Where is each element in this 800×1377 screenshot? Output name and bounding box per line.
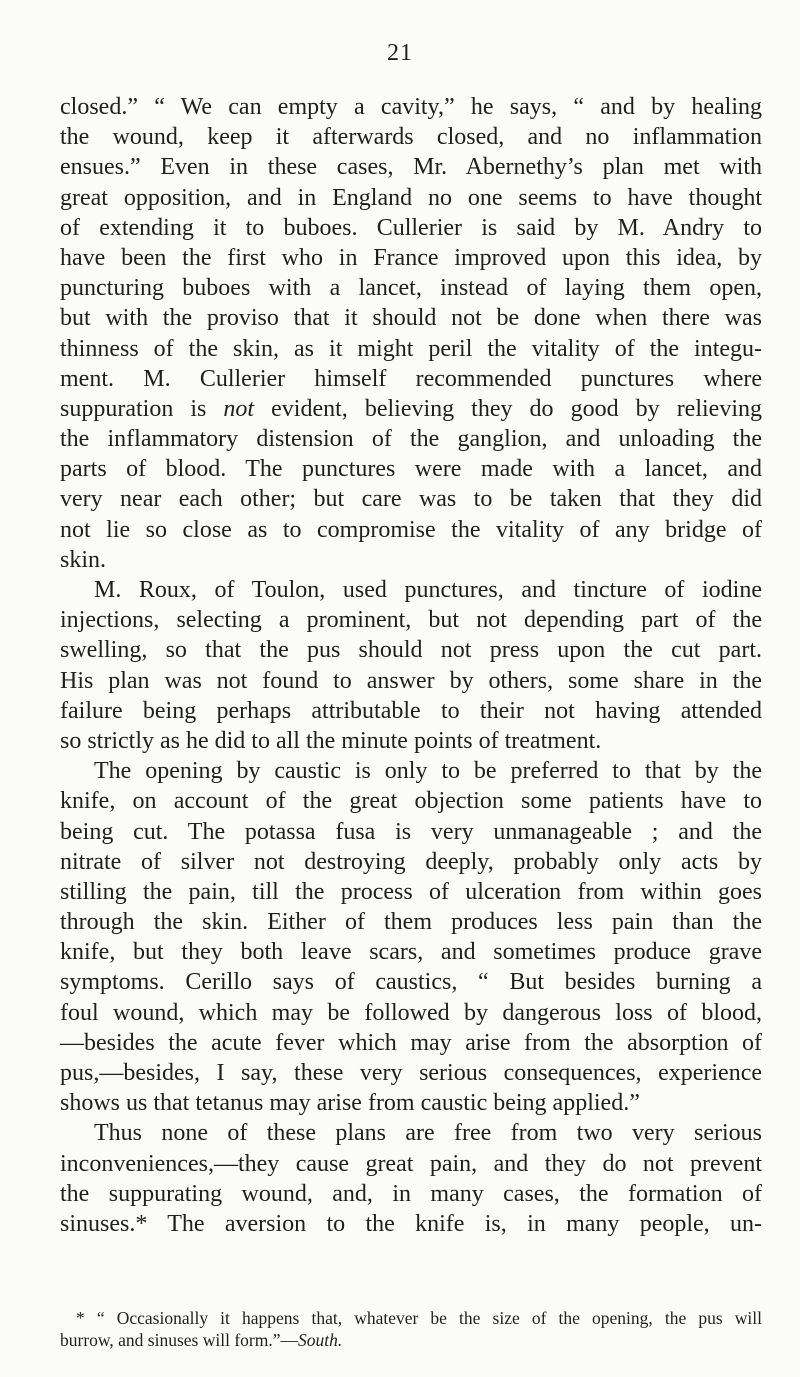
text-line: swelling, so that the pus should not press upon the cut part.	[60, 637, 762, 664]
text-line: failure being perhaps attributable to their not having attended	[60, 697, 762, 724]
text-line: foul wound, which may be followed by dangerous loss of blood,	[60, 999, 762, 1026]
text-line: His plan was not found to answer by others, some share in the	[60, 667, 762, 694]
text-line: but with the proviso that it should not be done when there was	[60, 305, 762, 332]
text-line: through the skin. Either of them produces less pain than the	[60, 909, 762, 936]
text-line: being cut. The potassa fusa is very unmanageable ; and the	[60, 818, 762, 845]
emphasis-text: not	[206, 395, 272, 422]
text-line: the inflammatory distension of the ganglion, and unloading the	[60, 426, 762, 453]
text-line: sinuses.* The aversion to the knife is, in many people, un-	[60, 1210, 762, 1237]
text-line: ment. M. Cullerier himself recommended punctures where	[60, 365, 762, 392]
text-line: suppuration is not evident, believing they do good by relieving	[60, 395, 762, 422]
text-line: thinness of the skin, as it might peril the vitality of the integu-	[60, 335, 762, 362]
text-line: —besides the acute fever which may arise from the absorption of	[60, 1029, 762, 1056]
text-line: of extending it to buboes. Cullerier is said by M. Andry to	[60, 214, 762, 241]
paragraph-start-line: Thus none of these plans are free from two very serious	[94, 1120, 762, 1147]
paragraph-start-line: The opening by caustic is only to be preferred to that by the	[94, 758, 762, 785]
text-line: inconveniences,—they cause great pain, and they do not prevent	[60, 1150, 762, 1177]
text-line: so strictly as he did to all the minute points of treatment.	[60, 727, 602, 754]
text-line: puncturing buboes with a lancet, instead of laying them open,	[60, 275, 762, 302]
text-line: not lie so close as to compromise the vitality of any bridge of	[60, 516, 762, 543]
text-line: shows us that tetanus may arise from caustic being applied.”	[60, 1090, 640, 1117]
text-line: knife, but they both leave scars, and sometimes produce grave	[60, 939, 762, 966]
text-line: ensues.” Even in these cases, Mr. Abernethy’s plan met with	[60, 154, 762, 181]
body-text	[60, 92, 762, 1239]
text-line: skin.	[60, 546, 107, 573]
text-line: stilling the pain, till the process of ulceration from within goes	[60, 878, 762, 905]
text-line: the suppurating wound, and, in many cases, the formation of	[60, 1180, 762, 1207]
text-line: pus,—besides, I say, these very serious consequences, experience	[60, 1060, 762, 1086]
text-line: parts of blood. The punctures were made with a lancet, and	[60, 456, 762, 483]
text-line: symptoms. Cerillo says of caustics, “ But besides burning a	[60, 969, 762, 996]
text-line: very near each other; but care was to be taken that they did	[60, 486, 762, 513]
text-line: injections, selecting a prominent, but not depending part of the	[60, 607, 762, 634]
paragraph-start-line: M. Roux, of Toulon, used punctures, and tincture of iodine	[94, 577, 762, 603]
text-line: closed.” “ We can empty a cavity,” he says, “ and by healing	[60, 94, 762, 120]
footnote-line: * “ Occasionally it happens that, whatever be the size of the opening, the pus will	[76, 1308, 762, 1328]
page-number: 21	[387, 40, 413, 66]
text-line: great opposition, and in England no one seems to have thought	[60, 184, 762, 211]
footnote-line: burrow, and sinuses will form.”—South.	[60, 1330, 343, 1350]
text-line: nitrate of silver not destroying deeply, probably only acts by	[60, 848, 762, 875]
footnote	[60, 1307, 762, 1351]
emphasis-text: South.	[298, 1330, 343, 1350]
text-line: have been the first who in France improved upon this idea, by	[60, 244, 762, 271]
text-line: the wound, keep it afterwards closed, and no inflammation	[60, 124, 762, 151]
text-line: knife, on account of the great objection some patients have to	[60, 788, 762, 815]
